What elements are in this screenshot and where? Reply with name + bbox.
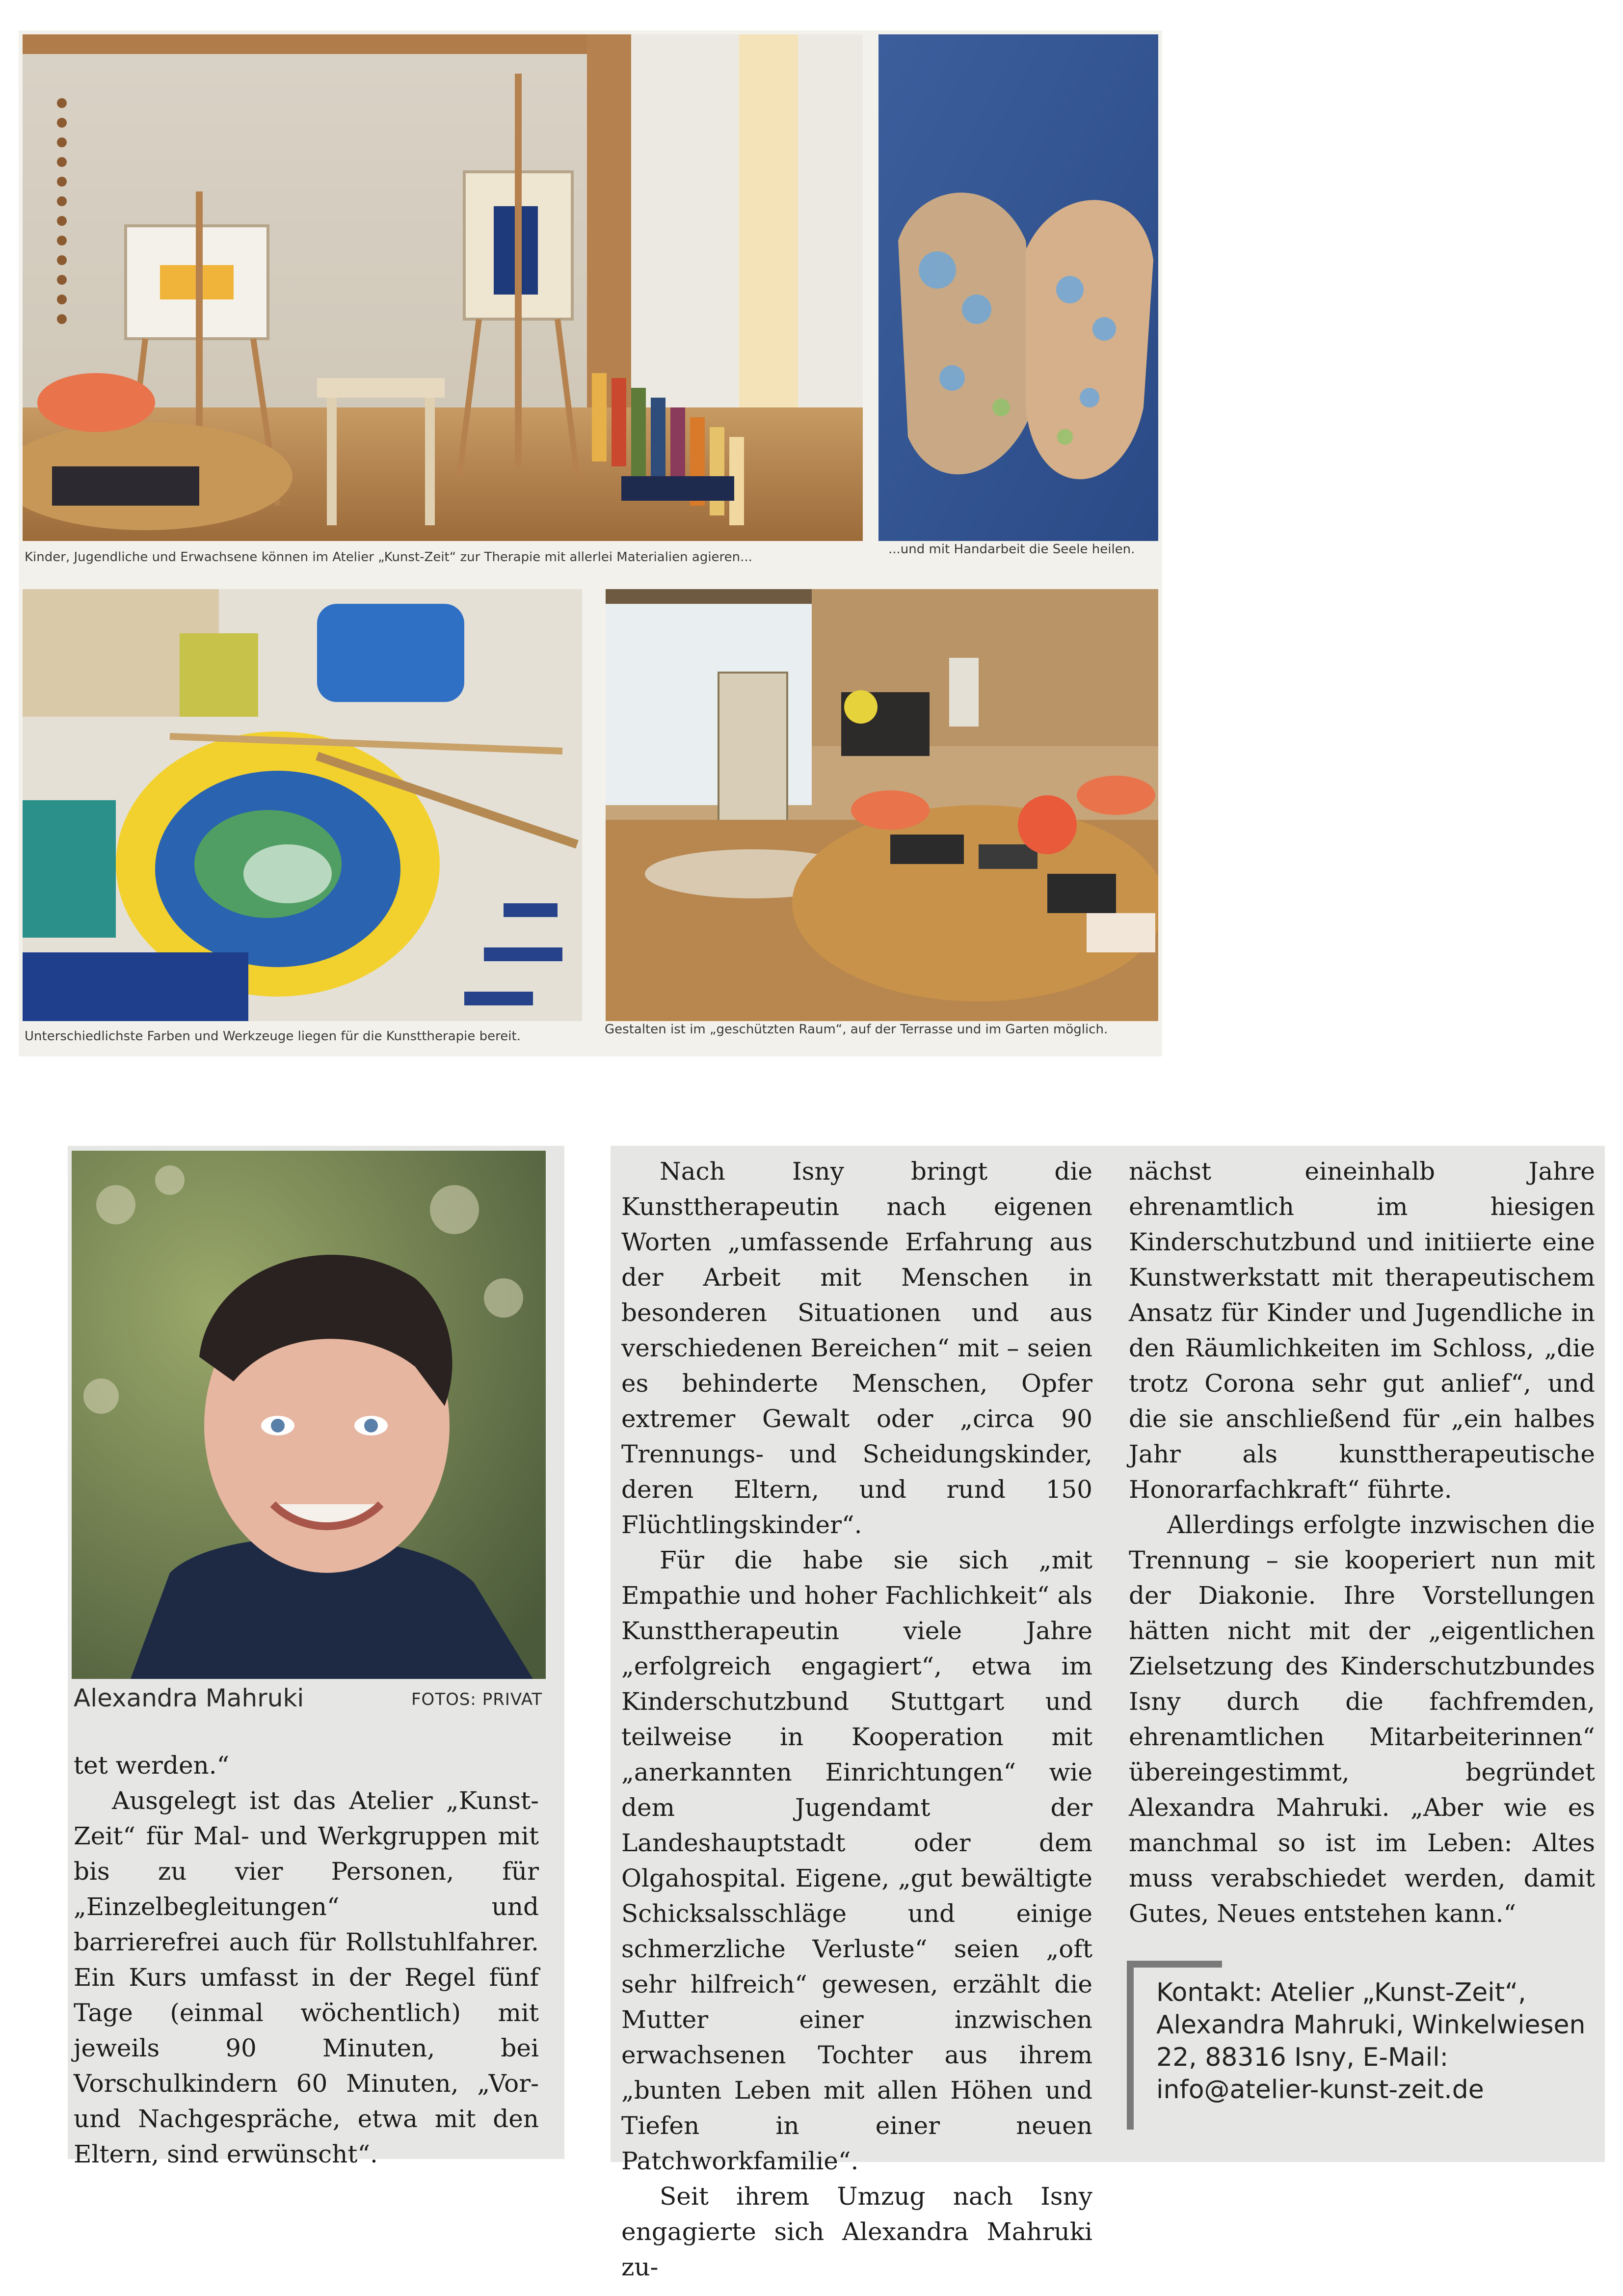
article-column-2: [621, 1154, 1092, 2285]
portrait-photo: [72, 1151, 546, 1679]
caption-paints: Unterschiedlichste Farben und Werkzeuge liegen für die Kunsttherapie bereit.: [25, 1029, 521, 1044]
contact-box-border: [1127, 1961, 1222, 1968]
atelier-room-photo: [23, 34, 863, 541]
col2-paragraph-2: Für die habe sie sich „mit Empathie und hoher Fachlichkeit“ als Kunsttherapeutin viele Jahre „erfolgreich engagiert“, etwa im Kinderschutzbund Stuttgart und teilweise in Kooperation mit „anerkannten Einrichtungen“ wie dem Jugendamt der Landeshauptstadt oder dem Olgahospital. Eigene, „gut bewältigte Schicksalsschläge und einige schmerzliche Verluste“ seien „oft sehr hilfreich“ gewesen, erzählt die Mutter einer inzwischen erwachsenen Tochter aus ihrem „bunten Leben mit allen Höhen und Tiefen in einer neuen Patchworkfamilie“.: [621, 1546, 1092, 2175]
room-table-photo: [606, 589, 1158, 1021]
col3-paragraph-2: Allerdings erfolgte inzwischen die Trennung – sie kooperiert nun mit der Diakonie. Ihre Vorstellungen hätten nicht mit der „eigentlichen Zielsetzung des Kinderschutzbundes Isny durch die fachfremden, ehrenamtlichen Mitarbeiterinnen“ übereingestimmt, begründet Alexandra Mahruki. „Aber wie es manchmal so ist im Leben: Altes muss verabschiedet werden, damit Gutes, Neues entstehen kann.“: [1129, 1511, 1595, 1928]
col2-paragraph-3: Seit ihrem Umzug nach Isny engagierte sich Alexandra Mahruki zu-: [621, 2182, 1092, 2281]
paints-photo: [23, 589, 582, 1021]
article-column-1: [74, 1748, 539, 2172]
col1-paragraph-1: tet werden.“: [74, 1751, 230, 1780]
col1-paragraph-2: Ausgelegt ist das Atelier „Kunst-Zeit“ für Mal- und Werkgruppen mit bis zu vier Personen, für „Einzelbegleitungen“ und barrierefrei auch für Rollstuhlfahrer. Ein Kurs umfasst in der Regel fünf Tage (einmal wöchentlich) mit jeweils 90 Minuten, bei Vorschulkindern 60 Minuten, „Vor- und Nachgespräche, etwa mit den Eltern, sind erwünscht“.: [74, 1786, 539, 2168]
col3-paragraph-1: nächst eineinhalb Jahre ehrenamtlich im hiesigen Kinderschutzbund und initiierte eine Kunstwerkstatt mit therapeutischem Ansatz für Kinder und Jugendliche in den Räumlichkeiten im Schloss, „die trotz Corona sehr gut anlief“, und die sie anschließend für „ein halbes Jahr als kunsttherapeutische Honorarfachkraft“ führte.: [1129, 1157, 1595, 1504]
hands-photo: [878, 34, 1158, 541]
portrait-name: Alexandra Mahruki: [74, 1684, 304, 1712]
caption-room: Gestalten ist im „geschützten Raum“, auf der Terrasse und im Garten möglich.: [605, 1022, 1108, 1037]
caption-hands: ...und mit Handarbeit die Seele heilen.: [888, 542, 1135, 557]
photo-credit: FOTOS: PRIVAT: [411, 1690, 543, 1709]
contact-box-border-left: [1127, 1961, 1134, 2130]
contact-info: Kontakt: Atelier „Kunst-Zeit“, Alexandra Mahruki, Winkelwiesen 22, 88316 Isny, E-Mail: info@atelier-kunst-zeit.de: [1156, 1978, 1586, 2105]
col2-paragraph-1: Nach Isny bringt die Kunsttherapeutin nach eigenen Worten „umfassende Erfahrung aus der Arbeit mit Menschen in besonderen Situationen und aus verschiedenen Bereichen“ mit – seien es behinderte Menschen, Opfer extremer Gewalt oder „circa 90 Trennungs- und Scheidungskinder, deren Eltern, und rund 150 Flüchtlingskinder“.: [621, 1157, 1092, 1539]
caption-atelier: Kinder, Jugendliche und Erwachsene können im Atelier „Kunst-Zeit“ zur Therapie mit allerlei Materialien agieren...: [25, 550, 752, 565]
article-column-3: [1129, 1154, 1595, 1931]
